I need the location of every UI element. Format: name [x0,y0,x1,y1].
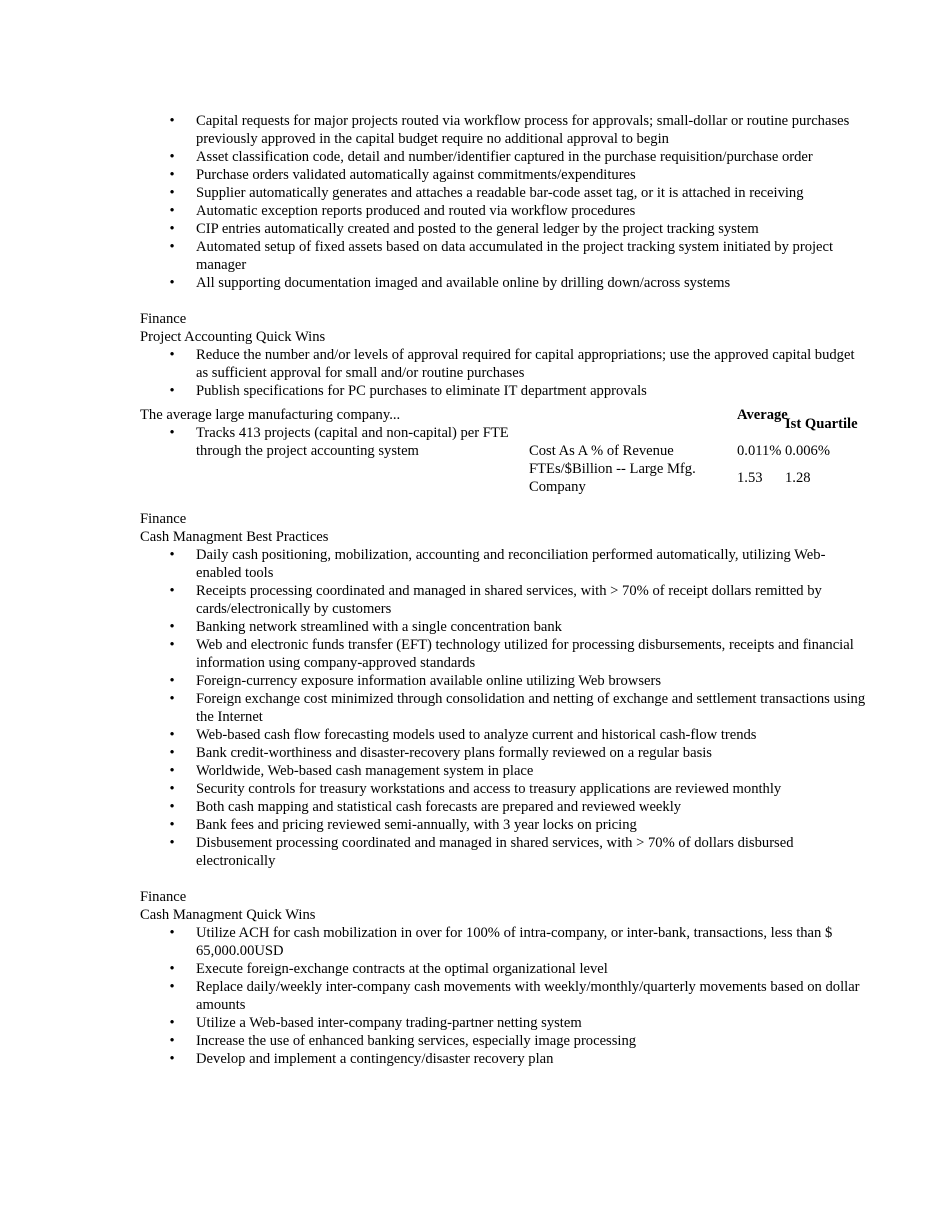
list-item [140,924,870,960]
section-category: Finance [140,311,187,327]
section-title: Project Accounting Quick Wins [140,329,326,345]
bullet-icon: • [169,799,175,815]
bullet-icon: • [169,203,175,219]
list-item [140,546,870,582]
list-item [140,238,870,274]
section-title: Cash Managment Quick Wins [140,907,316,923]
cell-ftes-quartile: 1.28 [785,470,811,486]
bullet-icon: • [169,637,175,653]
row-label-cost: Cost As A % of Revenue [529,443,674,459]
section-cash-best-practices [140,510,870,870]
list-item [140,148,870,166]
list-item-text: Execute foreign-exchange contracts at the optimal organizational level [196,961,608,977]
section-category: Finance [140,511,187,527]
list-item-text: Asset classification code, detail and number/identifier captured in the purchase requisition/purchase order [196,149,813,165]
list-item [140,744,870,762]
list-item-text: Automatic exception reports produced and routed via workflow procedures [196,203,636,219]
list-item [140,726,870,744]
list-item [140,424,510,460]
section-title: Cash Managment Best Practices [140,529,329,545]
list-item-text: Develop and implement a contingency/disaster recovery plan [196,1051,554,1067]
capital-list [140,112,870,292]
list-item-text: Publish specifications for PC purchases to eliminate IT department approvals [196,383,647,399]
stats-block [140,400,870,495]
list-item [140,220,870,238]
cell-ftes-average: 1.53 [737,470,763,486]
bullet-icon: • [169,745,175,761]
list-item [140,798,870,816]
list-item-text: Supplier automatically generates and attaches a readable bar-code asset tag, or it is attached in receiving [196,185,804,201]
list-item-text: Foreign exchange cost minimized through consolidation and netting of exchange and settlement transactions using the Internet [196,691,866,725]
bullet-icon: • [169,781,175,797]
list-item-text: Utilize ACH for cash mobilization in over for 100% of intra-company, or inter-bank, transactions, less than $ 65,000.00USD [196,925,833,959]
bullet-icon: • [169,275,175,291]
cell-cost-average: 0.011% [737,443,782,459]
list-item-text: All supporting documentation imaged and available online by drilling down/across systems [196,275,731,291]
list-item [140,166,870,184]
bullet-icon: • [169,727,175,743]
list-item [140,1014,870,1032]
list-item [140,960,870,978]
list-item [140,202,870,220]
column-header-average: Average [737,407,788,423]
cell-cost-quartile: 0.006% [785,443,830,459]
quick-wins-list [140,346,870,400]
bullet-icon: • [169,835,175,851]
list-item [140,672,870,690]
bullet-icon: • [169,619,175,635]
list-item-text: Web and electronic funds transfer (EFT) technology utilized for processing disbursements, receipts and financial information using company-approved standards [196,637,854,671]
list-item-text: Daily cash positioning, mobilization, accounting and reconciliation performed automatically, utilizing Web-enabled tools [196,547,826,581]
bullet-icon: • [169,113,175,129]
column-header-quartile: Ist Quartile [785,416,858,432]
list-item-text: Bank credit-worthiness and disaster-recovery plans formally reviewed on a regular basis [196,745,712,761]
list-item-text: Receipts processing coordinated and managed in shared services, with > 70% of receipt dollars remitted by cards/electronically by customers [196,583,822,617]
document-page [140,112,870,1068]
section-project-accounting [140,310,870,400]
list-item [140,978,870,1014]
bullet-icon: • [169,925,175,941]
stats-bullet-list [140,424,510,460]
list-item-text: Replace daily/weekly inter-company cash movements with weekly/monthly/quarterly movements based on dollar amounts [196,979,860,1013]
list-item-text: Automated setup of fixed assets based on data accumulated in the project tracking system initiated by project manager [196,239,834,273]
section-category: Finance [140,889,187,905]
bullet-icon: • [169,547,175,563]
bullet-icon: • [169,979,175,995]
bullet-icon: • [169,239,175,255]
list-item-text: Disbusement processing coordinated and managed in shared services, with > 70% of dollars disbursed electronically [196,835,794,869]
stats-bullet-text: Tracks 413 projects (capital and non-capital) per FTE through the project accounting system [196,425,509,459]
list-item [140,636,870,672]
list-item-text: Reduce the number and/or levels of approval required for capital appropriations; use the approved capital budget as sufficient approval for small and/or routine purchases [196,347,855,381]
bullet-icon: • [169,221,175,237]
list-item [140,618,870,636]
section-cash-quick-wins [140,888,870,1068]
list-item [140,1050,870,1068]
list-item [140,1032,870,1050]
list-item [140,762,870,780]
list-item [140,112,870,148]
list-item-text: Worldwide, Web-based cash management system in place [196,763,534,779]
list-item-text: Web-based cash flow forecasting models used to analyze current and historical cash-flow trends [196,727,757,743]
bullet-icon: • [169,185,175,201]
bullet-icon: • [169,817,175,833]
list-item [140,346,870,382]
list-item [140,834,870,870]
list-item-text: Banking network streamlined with a single concentration bank [196,619,562,635]
row-label-ftes: FTEs/$Billion -- Large Mfg. Company [529,461,696,495]
list-item [140,582,870,618]
quick-wins-list [140,924,870,1068]
bullet-icon: • [169,583,175,599]
list-item-text: CIP entries automatically created and posted to the general ledger by the project tracking system [196,221,759,237]
bullet-icon: • [169,383,175,399]
list-item [140,184,870,202]
bullet-icon: • [169,1033,175,1049]
bullet-icon: • [169,347,175,363]
list-item [140,816,870,834]
list-item [140,690,870,726]
bullet-icon: • [169,425,175,441]
list-item-text: Utilize a Web-based inter-company trading-partner netting system [196,1015,582,1031]
stats-intro: The average large manufacturing company... [140,407,401,423]
bullet-icon: • [169,167,175,183]
bullet-icon: • [169,673,175,689]
list-item [140,382,870,400]
best-practices-list [140,546,870,870]
list-item [140,274,870,292]
list-item-text: Capital requests for major projects routed via workflow process for approvals; small-dollar or routine purchases previously approved in the capital budget require no additional approval to begin [196,113,850,147]
bullet-icon: • [169,763,175,779]
bullet-icon: • [169,961,175,977]
list-item-text: Increase the use of enhanced banking services, especially image processing [196,1033,637,1049]
list-item [140,780,870,798]
bullet-icon: • [169,1015,175,1031]
bullet-icon: • [169,691,175,707]
bullet-icon: • [169,1051,175,1067]
list-item-text: Both cash mapping and statistical cash forecasts are prepared and reviewed weekly [196,799,682,815]
list-item-text: Purchase orders validated automatically against commitments/expenditures [196,167,636,183]
bullet-icon: • [169,149,175,165]
list-item-text: Security controls for treasury workstations and access to treasury applications are reviewed monthly [196,781,782,797]
list-item-text: Foreign-currency exposure information available online utilizing Web browsers [196,673,662,689]
list-item-text: Bank fees and pricing reviewed semi-annually, with 3 year locks on pricing [196,817,637,833]
